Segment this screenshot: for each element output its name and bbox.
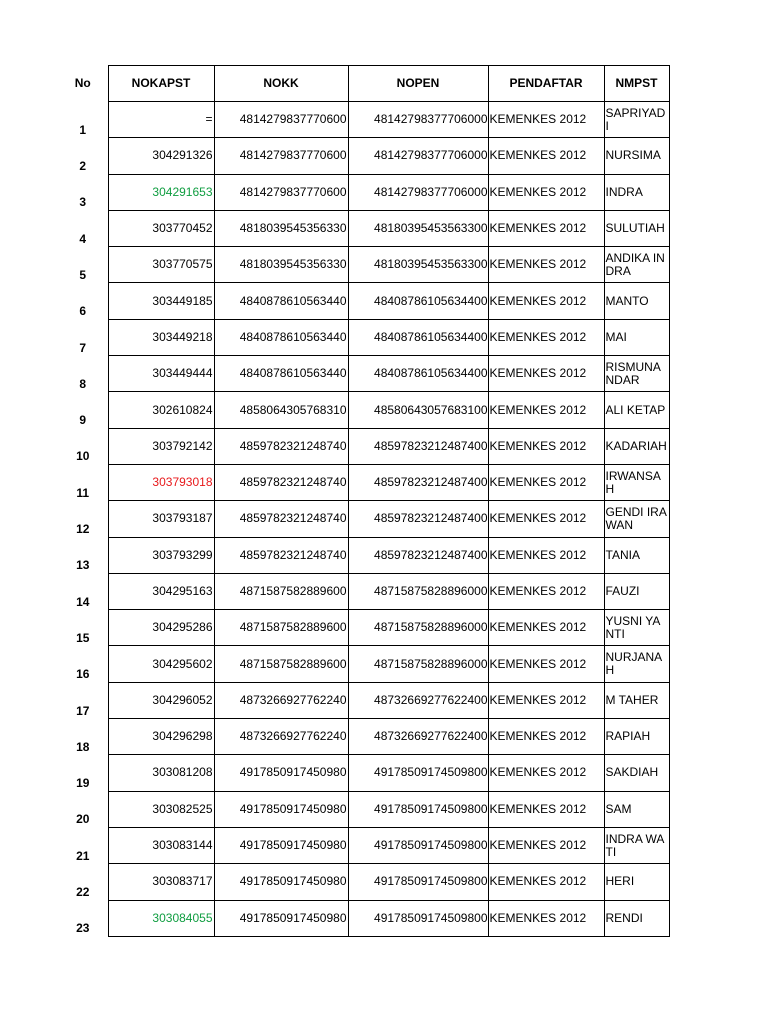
- nmpst-cell: HERI: [604, 864, 669, 900]
- row-no-cell: 7: [79, 340, 87, 355]
- nokapst-cell: 303083717: [108, 864, 214, 900]
- nokapst-cell: 304295602: [108, 646, 214, 682]
- nmpst-cell: M TAHER: [604, 682, 669, 718]
- nopen-cell: 48732669277622400: [348, 719, 488, 755]
- pendaftar-cell: KEMENKES 2012: [488, 319, 604, 355]
- pendaftar-cell: KEMENKES 2012: [488, 791, 604, 827]
- pendaftar-cell: KEMENKES 2012: [488, 464, 604, 500]
- row-no-cell: 21: [76, 848, 90, 863]
- header-row: [58, 66, 669, 102]
- pendaftar-cell: KEMENKES 2012: [488, 646, 604, 682]
- nopen-cell: 48408786105634400: [348, 356, 488, 392]
- pendaftar-cell: KEMENKES 2012: [488, 719, 604, 755]
- row-no-cell: 22: [76, 885, 90, 900]
- pendaftar-cell: KEMENKES 2012: [488, 210, 604, 246]
- table-row: [58, 537, 669, 573]
- nmpst-cell: ALI KETAP: [604, 392, 669, 428]
- nokapst-cell: 303081208: [108, 755, 214, 791]
- pendaftar-cell: KEMENKES 2012: [488, 610, 604, 646]
- nopen-cell: 48715875828896000: [348, 573, 488, 609]
- table-body: [58, 102, 669, 937]
- nmpst-cell: RENDI: [604, 900, 669, 936]
- header-nokk: NOKK: [214, 66, 348, 102]
- nokk-cell: 4871587582889600: [214, 573, 348, 609]
- nmpst-cell: NURJANAH: [604, 646, 669, 682]
- nopen-cell: 48715875828896000: [348, 610, 488, 646]
- table-row: [58, 464, 669, 500]
- table-row: [58, 283, 669, 319]
- nokk-cell: 4818039545356330: [214, 210, 348, 246]
- header-nokapst: NOKAPST: [108, 66, 214, 102]
- nokk-cell: 4859782321248740: [214, 428, 348, 464]
- table-row: [58, 864, 669, 900]
- nokapst-cell: 303083144: [108, 827, 214, 863]
- nopen-cell: 48180395453563300: [348, 210, 488, 246]
- nmpst-cell: TANIA: [604, 537, 669, 573]
- nmpst-cell: SULUTIAH: [604, 210, 669, 246]
- row-no-cell: 16: [76, 667, 90, 682]
- nokapst-cell: 303793299: [108, 537, 214, 573]
- pendaftar-cell: KEMENKES 2012: [488, 102, 604, 138]
- table-row: [58, 174, 669, 210]
- nokk-cell: 4814279837770600: [214, 102, 348, 138]
- nokk-cell: 4917850917450980: [214, 864, 348, 900]
- nokapst-cell: 303082525: [108, 791, 214, 827]
- nokk-cell: 4871587582889600: [214, 610, 348, 646]
- nokk-cell: 4917850917450980: [214, 791, 348, 827]
- nokapst-cell: 303770575: [108, 247, 214, 283]
- nopen-cell: 49178509174509800: [348, 900, 488, 936]
- row-no-cell: 1: [79, 122, 87, 137]
- table-row: [58, 501, 669, 537]
- nopen-cell: 48142798377706000: [348, 174, 488, 210]
- nmpst-cell: MAI: [604, 319, 669, 355]
- pendaftar-cell: KEMENKES 2012: [488, 247, 604, 283]
- table-row: [58, 755, 669, 791]
- nmpst-cell: SAPRIYADI: [604, 102, 669, 138]
- nopen-cell: 49178509174509800: [348, 864, 488, 900]
- row-no-cell: 18: [76, 739, 90, 754]
- pendaftar-cell: KEMENKES 2012: [488, 537, 604, 573]
- pendaftar-cell: KEMENKES 2012: [488, 864, 604, 900]
- pendaftar-cell: KEMENKES 2012: [488, 428, 604, 464]
- pendaftar-cell: KEMENKES 2012: [488, 827, 604, 863]
- nopen-cell: 48580643057683100: [348, 392, 488, 428]
- row-no-cell: 5: [79, 267, 87, 282]
- pendaftar-cell: KEMENKES 2012: [488, 682, 604, 718]
- nokk-cell: 4859782321248740: [214, 501, 348, 537]
- table-row: [58, 719, 669, 755]
- nopen-cell: 48408786105634400: [348, 283, 488, 319]
- nokapst-cell: 303084055: [108, 900, 214, 936]
- nokk-cell: 4840878610563440: [214, 283, 348, 319]
- nokapst-cell: 303792142: [108, 428, 214, 464]
- nokk-cell: 4814279837770600: [214, 174, 348, 210]
- nopen-cell: 48408786105634400: [348, 319, 488, 355]
- nokapst-cell: 303793018: [108, 464, 214, 500]
- nokapst-cell: 304291326: [108, 138, 214, 174]
- nokapst-cell: 304295286: [108, 610, 214, 646]
- pendaftar-cell: KEMENKES 2012: [488, 392, 604, 428]
- row-no-cell: 6: [79, 304, 87, 319]
- nokapst-cell: 303449185: [108, 283, 214, 319]
- nokapst-cell: 302610824: [108, 392, 214, 428]
- pendaftar-cell: KEMENKES 2012: [488, 356, 604, 392]
- row-no-cell: 20: [76, 812, 90, 827]
- nokk-cell: 4840878610563440: [214, 319, 348, 355]
- row-no-cell: 8: [79, 376, 87, 391]
- nopen-cell: 48142798377706000: [348, 102, 488, 138]
- nokapst-cell: 304295163: [108, 573, 214, 609]
- nopen-cell: 49178509174509800: [348, 791, 488, 827]
- nokk-cell: 4871587582889600: [214, 646, 348, 682]
- table-row: [58, 210, 669, 246]
- nmpst-cell: RISMUNANDAR: [604, 356, 669, 392]
- nokk-cell: 4859782321248740: [214, 464, 348, 500]
- row-no-cell: 4: [79, 231, 87, 246]
- nopen-cell: 49178509174509800: [348, 827, 488, 863]
- row-no-cell: 12: [76, 522, 90, 537]
- table-row: [58, 791, 669, 827]
- nmpst-cell: INDRA: [604, 174, 669, 210]
- row-no-cell: 3: [79, 195, 87, 210]
- row-no-cell: 11: [76, 485, 90, 500]
- table-row: [58, 428, 669, 464]
- nmpst-cell: NURSIMA: [604, 138, 669, 174]
- nmpst-cell: ANDIKA INDRA: [604, 247, 669, 283]
- nokapst-cell: 304291653: [108, 174, 214, 210]
- nopen-cell: 49178509174509800: [348, 755, 488, 791]
- nmpst-cell: RAPIAH: [604, 719, 669, 755]
- table-row: [58, 827, 669, 863]
- row-no-cell: 13: [76, 558, 90, 573]
- table-row: [58, 319, 669, 355]
- nokapst-cell: 303449444: [108, 356, 214, 392]
- nokapst-cell: =: [108, 102, 214, 138]
- nokapst-cell: 303770452: [108, 210, 214, 246]
- pendaftar-cell: KEMENKES 2012: [488, 573, 604, 609]
- nokapst-cell: 303449218: [108, 319, 214, 355]
- table-row: [58, 392, 669, 428]
- row-no-cell: 9: [79, 413, 87, 428]
- pendaftar-cell: KEMENKES 2012: [488, 501, 604, 537]
- nokapst-cell: 304296298: [108, 719, 214, 755]
- pendaftar-cell: KEMENKES 2012: [488, 283, 604, 319]
- row-no-cell: 15: [76, 630, 90, 645]
- nokk-cell: 4917850917450980: [214, 827, 348, 863]
- nopen-cell: 48597823212487400: [348, 464, 488, 500]
- nopen-cell: 48715875828896000: [348, 646, 488, 682]
- pendaftar-cell: KEMENKES 2012: [488, 138, 604, 174]
- nokk-cell: 4858064305768310: [214, 392, 348, 428]
- table-row: [58, 900, 669, 936]
- header-nmpst: NMPST: [604, 66, 669, 102]
- nmpst-cell: GENDI IRAWAN: [604, 501, 669, 537]
- nmpst-cell: SAKDIAH: [604, 755, 669, 791]
- row-no-cell: 19: [76, 776, 90, 791]
- row-no-cell: 23: [76, 921, 90, 936]
- nopen-cell: 48180395453563300: [348, 247, 488, 283]
- nokapst-cell: 303793187: [108, 501, 214, 537]
- nmpst-cell: MANTO: [604, 283, 669, 319]
- nmpst-cell: SAM: [604, 791, 669, 827]
- nokk-cell: 4859782321248740: [214, 537, 348, 573]
- table-row: [58, 646, 669, 682]
- table-row: [58, 682, 669, 718]
- nokk-cell: 4873266927762240: [214, 682, 348, 718]
- header-no: No: [74, 76, 91, 90]
- header-nopen: NOPEN: [348, 66, 488, 102]
- pendaftar-cell: KEMENKES 2012: [488, 755, 604, 791]
- nokk-cell: 4917850917450980: [214, 900, 348, 936]
- nmpst-cell: YUSNI YANTI: [604, 610, 669, 646]
- row-no-cell: 14: [76, 594, 90, 609]
- nokk-cell: 4840878610563440: [214, 356, 348, 392]
- nmpst-cell: INDRA WATI: [604, 827, 669, 863]
- nokk-cell: 4818039545356330: [214, 247, 348, 283]
- table-row: [58, 247, 669, 283]
- nopen-cell: 48732669277622400: [348, 682, 488, 718]
- nmpst-cell: FAUZI: [604, 573, 669, 609]
- nokapst-cell: 304296052: [108, 682, 214, 718]
- nopen-cell: 48597823212487400: [348, 428, 488, 464]
- row-no-cell: 17: [76, 703, 90, 718]
- nopen-cell: 48142798377706000: [348, 138, 488, 174]
- row-no-cell: 2: [79, 159, 87, 174]
- table-row: [58, 138, 669, 174]
- nokk-cell: 4917850917450980: [214, 755, 348, 791]
- data-table: [58, 65, 670, 937]
- table-row: [58, 610, 669, 646]
- nopen-cell: 48597823212487400: [348, 537, 488, 573]
- nmpst-cell: KADARIAH: [604, 428, 669, 464]
- nopen-cell: 48597823212487400: [348, 501, 488, 537]
- table-row: [58, 356, 669, 392]
- table-row: [58, 573, 669, 609]
- nokk-cell: 4873266927762240: [214, 719, 348, 755]
- nokk-cell: 4814279837770600: [214, 138, 348, 174]
- row-no-cell: 10: [76, 449, 90, 464]
- nmpst-cell: IRWANSAH: [604, 464, 669, 500]
- pendaftar-cell: KEMENKES 2012: [488, 174, 604, 210]
- table-row: [58, 102, 669, 138]
- header-pendaftar: PENDAFTAR: [488, 66, 604, 102]
- pendaftar-cell: KEMENKES 2012: [488, 900, 604, 936]
